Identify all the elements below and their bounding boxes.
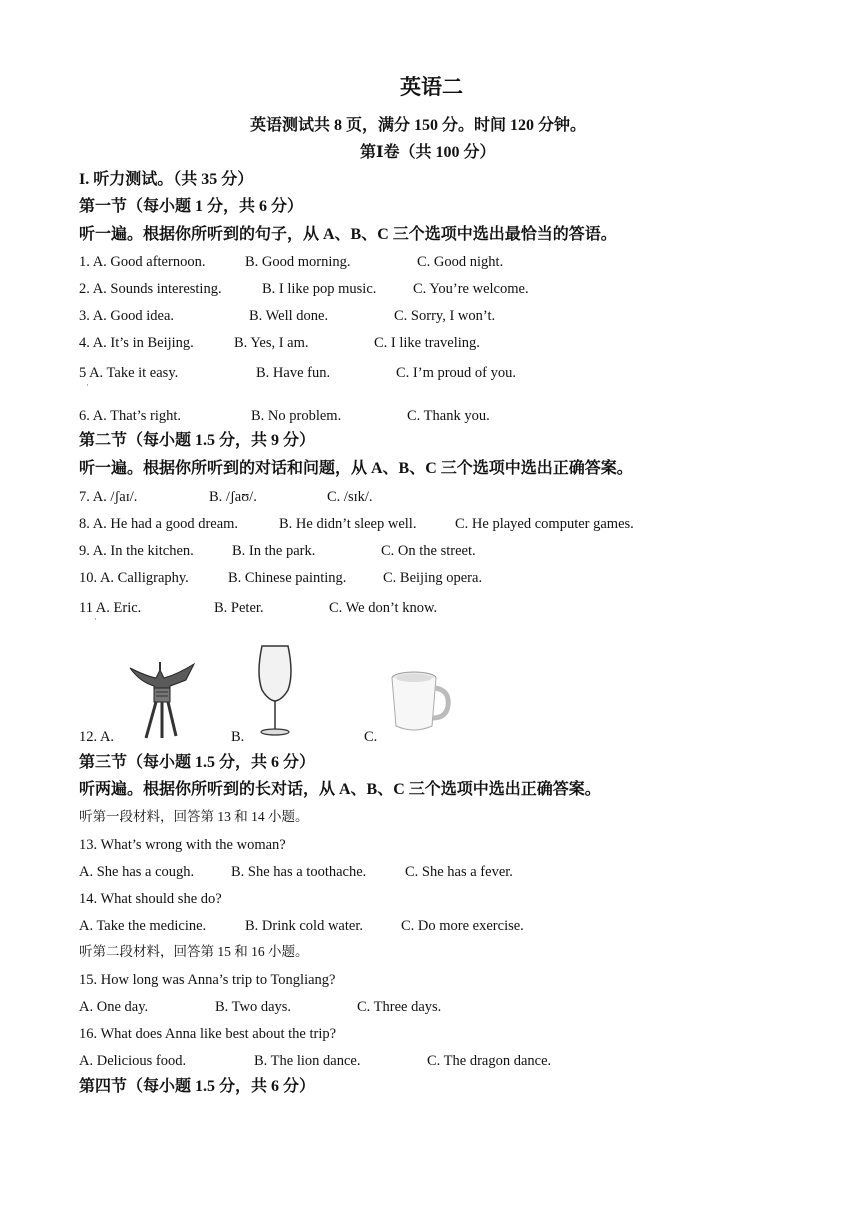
question-11-b: B. Peter.	[214, 600, 264, 616]
question-16-c: C. The dragon dance.	[427, 1053, 552, 1069]
question-6-b: B. No problem.	[251, 408, 342, 424]
section-heading: 第四节（每小题 1.5 分，共 6 分）	[79, 1078, 316, 1095]
question-10-c: C. Beijing opera.	[383, 570, 483, 586]
question-6-a: 6. A. That’s right.	[79, 408, 182, 424]
question-12-c: C.	[364, 729, 378, 745]
question-14-a: A. Take the medicine.	[79, 918, 207, 934]
question-14-c: C. Do more exercise.	[401, 918, 524, 934]
question-4-a: 4. A. It’s in Beijing.	[79, 335, 194, 351]
question-5-b: B. Have fun.	[256, 365, 331, 381]
section-heading: 第三节（每小题 1.5 分，共 6 分）	[79, 754, 316, 771]
question-12-a: 12. A.	[79, 729, 115, 745]
question-2-a: 2. A. Sounds interesting.	[79, 281, 222, 297]
question-14: 14. What should she do?	[79, 891, 222, 907]
question-6-c: C. Thank you.	[407, 408, 490, 424]
question-3-b: B. Well done.	[249, 308, 329, 324]
question-15-a: A. One day.	[79, 999, 149, 1015]
question-16: 16. What does Anna like best about the trip?	[79, 1026, 337, 1042]
question-16-b: B. The lion dance.	[254, 1053, 361, 1069]
section-instruction: 听一遍。根据你所听到的对话和问题，从 A、B、C 三个选项中选出正确答案。	[79, 460, 633, 477]
question-4-b: B. Yes, I am.	[234, 335, 309, 351]
material-intro: 听第二段材料，回答第 15 和 16 小题。	[79, 944, 309, 959]
question-10-b: B. Chinese painting.	[228, 570, 347, 586]
stray-mark: ·	[86, 380, 89, 390]
question-5-c: C. I’m proud of you.	[396, 365, 517, 381]
section-heading: 第一节（每小题 1 分，共 6 分）	[79, 198, 304, 215]
page-title: 英语二	[400, 75, 463, 99]
question-4-c: C. I like traveling.	[374, 335, 480, 351]
question-7-a: 7. A. /ʃaɪ/.	[79, 489, 138, 505]
question-1-a: 1. A. Good afternoon.	[79, 254, 206, 270]
question-13-a: A. She has a cough.	[79, 864, 195, 880]
question-1-b: B. Good morning.	[245, 254, 351, 270]
question-9-a: 9. A. In the kitchen.	[79, 543, 194, 559]
question-7-c: C. /sɪk/.	[327, 489, 373, 505]
question-13: 13. What’s wrong with the woman?	[79, 837, 286, 853]
section-heading: 第二节（每小题 1.5 分，共 9 分）	[79, 432, 316, 449]
question-16-a: A. Delicious food.	[79, 1053, 187, 1069]
section-instruction: 听一遍。根据你所听到的句子，从 A、B、C 三个选项中选出最恰当的答语。	[79, 226, 617, 243]
section-instruction: 听两遍。根据你所听到的长对话，从 A、B、C 三个选项中选出正确答案。	[79, 781, 601, 798]
question-5-a: 5 A. Take it easy.	[79, 365, 179, 381]
ancient-bronze-vessel-image	[126, 658, 198, 740]
question-10-a: 10. A. Calligraphy.	[79, 570, 189, 586]
question-15-b: B. Two days.	[215, 999, 292, 1015]
question-7-b: B. /ʃaʊ/.	[209, 489, 257, 505]
wine-glass-image	[254, 644, 296, 738]
question-11-c: C. We don’t know.	[329, 600, 438, 616]
question-9-b: B. In the park.	[232, 543, 316, 559]
question-8-b: B. He didn’t sleep well.	[279, 516, 417, 532]
question-9-c: C. On the street.	[381, 543, 476, 559]
question-2-c: C. You’re welcome.	[413, 281, 529, 297]
question-1-c: C. Good night.	[417, 254, 504, 270]
question-13-c: C. She has a fever.	[405, 864, 513, 880]
question-3-a: 3. A. Good idea.	[79, 308, 175, 324]
coffee-mug-image	[388, 668, 454, 734]
question-11-a: 11 A. Eric.	[79, 600, 142, 616]
part-heading: I. 听力测试。（共 35 分）	[79, 171, 254, 188]
question-2-b: B. I like pop music.	[262, 281, 377, 297]
question-3-c: C. Sorry, I won’t.	[394, 308, 496, 324]
question-15: 15. How long was Anna’s trip to Tongliang?	[79, 972, 336, 988]
question-14-b: B. Drink cold water.	[245, 918, 363, 934]
question-13-b: B. She has a toothache.	[231, 864, 367, 880]
stray-mark: ·	[94, 614, 97, 624]
material-intro: 听第一段材料，回答第 13 和 14 小题。	[79, 809, 309, 824]
question-15-c: C. Three days.	[357, 999, 442, 1015]
exam-info: 英语测试共 8 页，满分 150 分。时间 120 分钟。	[250, 117, 587, 134]
question-12-b: B.	[231, 729, 245, 745]
question-8-c: C. He played computer games.	[455, 516, 634, 532]
question-8-a: 8. A. He had a good dream.	[79, 516, 239, 532]
volume-heading: 第Ⅰ卷（共 100 分）	[360, 144, 496, 161]
